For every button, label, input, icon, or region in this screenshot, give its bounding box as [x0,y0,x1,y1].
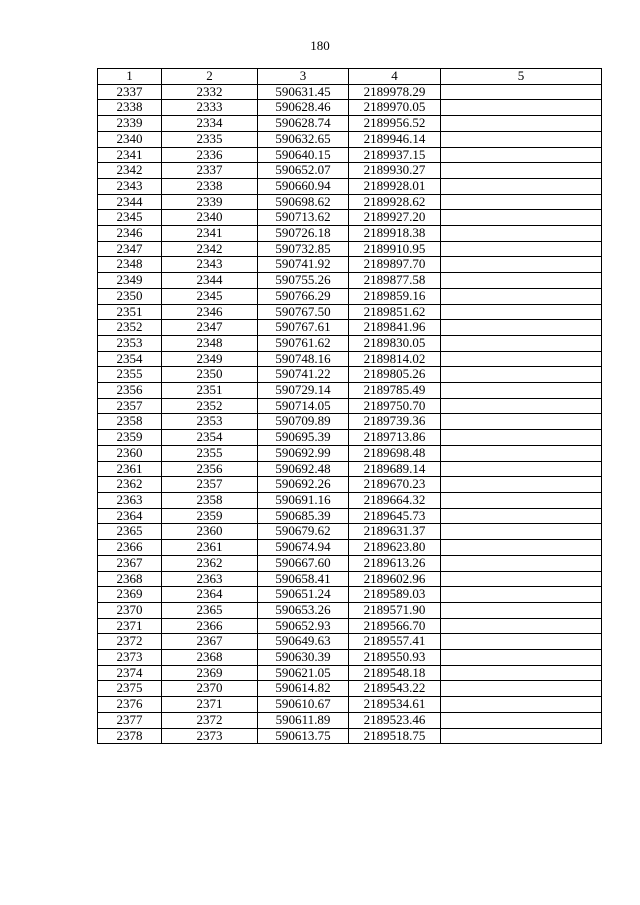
table-cell-col-5 [441,445,602,461]
table-row [98,414,602,430]
table-row [98,477,602,493]
table-cell-col-2: 2343 [162,257,258,273]
table-cell-col-1: 2344 [98,194,162,210]
table-cell-col-5 [441,634,602,650]
table-cell-col-1: 2349 [98,273,162,289]
table-cell-col-1: 2377 [98,712,162,728]
table-cell-col-5 [441,492,602,508]
table-cell-col-5 [441,477,602,493]
table-cell-col-5 [441,398,602,414]
table-cell-col-5 [441,226,602,242]
table-cell-col-1: 2343 [98,178,162,194]
table-cell-col-3: 590649.63 [258,634,349,650]
table-cell-col-4: 2189698.48 [349,445,441,461]
table-body [98,84,602,744]
table-cell-col-5 [441,84,602,100]
table-cell-col-3: 590630.39 [258,650,349,666]
table-cell-col-4: 2189814.02 [349,351,441,367]
table-row [98,650,602,666]
table-cell-col-1: 2342 [98,163,162,179]
table-row [98,194,602,210]
table-row [98,320,602,336]
table-row [98,398,602,414]
table-row [98,147,602,163]
table-cell-col-1: 2354 [98,351,162,367]
table-cell-col-4: 2189841.96 [349,320,441,336]
table-cell-col-5 [441,414,602,430]
table-cell-col-4: 2189550.93 [349,650,441,666]
table-cell-col-4: 2189928.01 [349,178,441,194]
table-cell-col-1: 2348 [98,257,162,273]
table-cell-col-4: 2189557.41 [349,634,441,650]
table-row [98,555,602,571]
table-cell-col-1: 2376 [98,697,162,713]
table-row [98,163,602,179]
table-cell-col-3: 590761.62 [258,335,349,351]
table-cell-col-3: 590640.15 [258,147,349,163]
table-cell-col-5 [441,210,602,226]
table-row [98,335,602,351]
table-cell-col-3: 590628.74 [258,116,349,132]
table-cell-col-1: 2338 [98,100,162,116]
table-cell-col-3: 590741.22 [258,367,349,383]
table-row [98,712,602,728]
table-cell-col-4: 2189518.75 [349,728,441,744]
table-row [98,665,602,681]
table-cell-col-4: 2189946.14 [349,131,441,147]
table-row [98,461,602,477]
table-cell-col-5 [441,540,602,556]
table-cell-col-5 [441,335,602,351]
table-cell-col-3: 590732.85 [258,241,349,257]
table-cell-col-2: 2369 [162,665,258,681]
table-cell-col-3: 590695.39 [258,430,349,446]
table-cell-col-5 [441,367,602,383]
table-cell-col-5 [441,351,602,367]
table-cell-col-4: 2189918.38 [349,226,441,242]
table-cell-col-3: 590632.65 [258,131,349,147]
table-cell-col-5 [441,116,602,132]
table-row [98,367,602,383]
table-cell-col-4: 2189523.46 [349,712,441,728]
table-cell-col-3: 590613.75 [258,728,349,744]
table-cell-col-3: 590698.62 [258,194,349,210]
table-cell-col-2: 2354 [162,430,258,446]
table-cell-col-1: 2370 [98,602,162,618]
table-cell-col-4: 2189978.29 [349,84,441,100]
table-cell-col-5 [441,304,602,320]
table-cell-col-1: 2375 [98,681,162,697]
table-row [98,697,602,713]
table-cell-col-3: 590628.46 [258,100,349,116]
table-row [98,540,602,556]
table-cell-col-3: 590674.94 [258,540,349,556]
table-cell-col-3: 590631.45 [258,84,349,100]
table-cell-col-2: 2359 [162,508,258,524]
table-cell-col-1: 2353 [98,335,162,351]
table-cell-col-1: 2371 [98,618,162,634]
table-row [98,383,602,399]
table-row [98,634,602,650]
table-cell-col-2: 2347 [162,320,258,336]
table-row [98,351,602,367]
table-cell-col-1: 2378 [98,728,162,744]
table-cell-col-5 [441,288,602,304]
table-cell-col-4: 2189937.15 [349,147,441,163]
table-cell-col-3: 590709.89 [258,414,349,430]
table-cell-col-2: 2345 [162,288,258,304]
table-cell-col-4: 2189928.62 [349,194,441,210]
table-cell-col-5 [441,383,602,399]
table-cell-col-4: 2189548.18 [349,665,441,681]
table-cell-col-3: 590610.67 [258,697,349,713]
table-cell-col-5 [441,665,602,681]
table-cell-col-1: 2347 [98,241,162,257]
table-cell-col-3: 590679.62 [258,524,349,540]
table-cell-col-2: 2351 [162,383,258,399]
table-row [98,257,602,273]
table-cell-col-2: 2349 [162,351,258,367]
table-cell-col-2: 2348 [162,335,258,351]
table-cell-col-3: 590621.05 [258,665,349,681]
table-cell-col-4: 2189645.73 [349,508,441,524]
table-cell-col-2: 2358 [162,492,258,508]
table-cell-col-5 [441,320,602,336]
table-cell-col-5 [441,461,602,477]
table-cell-col-4: 2189956.52 [349,116,441,132]
table-row [98,524,602,540]
column-header-5: 5 [441,69,602,85]
table-cell-col-5 [441,241,602,257]
table-cell-col-5 [441,728,602,744]
table-cell-col-1: 2372 [98,634,162,650]
table-cell-col-3: 590713.62 [258,210,349,226]
table-cell-col-5 [441,712,602,728]
table-cell-col-1: 2369 [98,587,162,603]
table-cell-col-2: 2346 [162,304,258,320]
column-header-1: 1 [98,69,162,85]
table-cell-col-2: 2350 [162,367,258,383]
table-cell-col-2: 2332 [162,84,258,100]
table-cell-col-4: 2189970.05 [349,100,441,116]
table-cell-col-4: 2189877.58 [349,273,441,289]
table-row [98,430,602,446]
table-cell-col-2: 2367 [162,634,258,650]
table-cell-col-5 [441,257,602,273]
column-header-2: 2 [162,69,258,85]
table-row [98,492,602,508]
table-cell-col-1: 2365 [98,524,162,540]
table-cell-col-4: 2189785.49 [349,383,441,399]
table-cell-col-4: 2189910.95 [349,241,441,257]
table-cell-col-3: 590714.05 [258,398,349,414]
table-cell-col-2: 2365 [162,602,258,618]
table-cell-col-3: 590658.41 [258,571,349,587]
table-cell-col-5 [441,430,602,446]
table-cell-col-3: 590766.29 [258,288,349,304]
table-cell-col-2: 2361 [162,540,258,556]
table-cell-col-4: 2189670.23 [349,477,441,493]
table-cell-col-3: 590767.61 [258,320,349,336]
table-cell-col-1: 2357 [98,398,162,414]
table-cell-col-1: 2345 [98,210,162,226]
table-row [98,178,602,194]
table-cell-col-3: 590729.14 [258,383,349,399]
table-row [98,273,602,289]
table-cell-col-1: 2373 [98,650,162,666]
table-cell-col-2: 2355 [162,445,258,461]
table-cell-col-1: 2362 [98,477,162,493]
table-row [98,116,602,132]
table-cell-col-5 [441,618,602,634]
table-cell-col-5 [441,681,602,697]
table-row [98,131,602,147]
table-cell-col-1: 2361 [98,461,162,477]
table-cell-col-4: 2189689.14 [349,461,441,477]
table-cell-col-3: 590652.93 [258,618,349,634]
table-row [98,571,602,587]
table-cell-col-2: 2356 [162,461,258,477]
table-cell-col-5 [441,697,602,713]
table-cell-col-2: 2370 [162,681,258,697]
table-cell-col-1: 2351 [98,304,162,320]
table-row [98,100,602,116]
table-cell-col-2: 2340 [162,210,258,226]
table-cell-col-3: 590685.39 [258,508,349,524]
table-cell-col-2: 2373 [162,728,258,744]
table-cell-col-4: 2189750.70 [349,398,441,414]
table-cell-col-1: 2368 [98,571,162,587]
table-cell-col-4: 2189713.86 [349,430,441,446]
table-cell-col-4: 2189897.70 [349,257,441,273]
table-row [98,728,602,744]
page-number: 180 [310,38,330,53]
table-cell-col-2: 2371 [162,697,258,713]
table-cell-col-2: 2368 [162,650,258,666]
table-cell-col-5 [441,571,602,587]
table-cell-col-2: 2342 [162,241,258,257]
table-cell-col-5 [441,194,602,210]
column-header-3: 3 [258,69,349,85]
table-cell-col-4: 2189566.70 [349,618,441,634]
coordinates-table [97,68,602,744]
table-cell-col-3: 590726.18 [258,226,349,242]
table-cell-col-2: 2333 [162,100,258,116]
table-row [98,508,602,524]
table-cell-col-3: 590692.48 [258,461,349,477]
table-cell-col-1: 2363 [98,492,162,508]
table-cell-col-5 [441,555,602,571]
table-cell-col-2: 2364 [162,587,258,603]
table-cell-col-1: 2367 [98,555,162,571]
column-header-4: 4 [349,69,441,85]
table-row [98,84,602,100]
table-cell-col-2: 2339 [162,194,258,210]
table-row [98,587,602,603]
table-cell-col-1: 2359 [98,430,162,446]
table-cell-col-2: 2337 [162,163,258,179]
table-cell-col-5 [441,587,602,603]
table-cell-col-5 [441,147,602,163]
table-cell-col-5 [441,508,602,524]
table-row [98,288,602,304]
table-row [98,304,602,320]
table-cell-col-2: 2336 [162,147,258,163]
table-row [98,602,602,618]
table-cell-col-1: 2360 [98,445,162,461]
table-cell-col-1: 2337 [98,84,162,100]
table-cell-col-4: 2189571.90 [349,602,441,618]
table-cell-col-3: 590611.89 [258,712,349,728]
table-cell-col-5 [441,273,602,289]
table-cell-col-2: 2366 [162,618,258,634]
table-cell-col-1: 2358 [98,414,162,430]
table-cell-col-2: 2338 [162,178,258,194]
table-header-row [98,69,602,85]
table-cell-col-5 [441,178,602,194]
table-cell-col-4: 2189589.03 [349,587,441,603]
table-cell-col-5 [441,100,602,116]
table-cell-col-1: 2364 [98,508,162,524]
table-cell-col-3: 590748.16 [258,351,349,367]
table-cell-col-4: 2189859.16 [349,288,441,304]
table-cell-col-4: 2189613.26 [349,555,441,571]
table-cell-col-3: 590651.24 [258,587,349,603]
table-cell-col-3: 590614.82 [258,681,349,697]
table-cell-col-3: 590667.60 [258,555,349,571]
table-row [98,241,602,257]
table-cell-col-5 [441,163,602,179]
table-cell-col-2: 2335 [162,131,258,147]
table-cell-col-1: 2341 [98,147,162,163]
table-cell-col-4: 2189664.32 [349,492,441,508]
table-cell-col-3: 590755.26 [258,273,349,289]
table-cell-col-1: 2356 [98,383,162,399]
table-cell-col-3: 590653.26 [258,602,349,618]
table-cell-col-1: 2340 [98,131,162,147]
table-cell-col-1: 2350 [98,288,162,304]
table-cell-col-4: 2189543.22 [349,681,441,697]
table-cell-col-5 [441,131,602,147]
table-cell-col-4: 2189830.05 [349,335,441,351]
table-row [98,210,602,226]
table-cell-col-2: 2357 [162,477,258,493]
table-cell-col-4: 2189930.27 [349,163,441,179]
table-cell-col-4: 2189851.62 [349,304,441,320]
table-cell-col-2: 2353 [162,414,258,430]
table-cell-col-3: 590692.26 [258,477,349,493]
table-cell-col-1: 2339 [98,116,162,132]
table-cell-col-5 [441,650,602,666]
table-cell-col-1: 2352 [98,320,162,336]
table-cell-col-1: 2374 [98,665,162,681]
table-cell-col-4: 2189805.26 [349,367,441,383]
table-cell-col-3: 590692.99 [258,445,349,461]
table-cell-col-2: 2360 [162,524,258,540]
table-cell-col-5 [441,524,602,540]
table-row [98,226,602,242]
table-cell-col-3: 590741.92 [258,257,349,273]
table-cell-col-2: 2341 [162,226,258,242]
table-cell-col-3: 590652.07 [258,163,349,179]
table-cell-col-4: 2189739.36 [349,414,441,430]
table-cell-col-1: 2366 [98,540,162,556]
table-cell-col-2: 2344 [162,273,258,289]
table-cell-col-1: 2346 [98,226,162,242]
table-cell-col-4: 2189602.96 [349,571,441,587]
table-cell-col-3: 590767.50 [258,304,349,320]
table-cell-col-2: 2372 [162,712,258,728]
table-cell-col-2: 2362 [162,555,258,571]
table-cell-col-3: 590691.16 [258,492,349,508]
table-cell-col-2: 2352 [162,398,258,414]
table-cell-col-1: 2355 [98,367,162,383]
table-row [98,618,602,634]
table-cell-col-4: 2189623.80 [349,540,441,556]
table-cell-col-4: 2189631.37 [349,524,441,540]
table-row [98,445,602,461]
table-cell-col-4: 2189927.20 [349,210,441,226]
table-cell-col-2: 2334 [162,116,258,132]
table-cell-col-4: 2189534.61 [349,697,441,713]
table-row [98,681,602,697]
table-cell-col-5 [441,602,602,618]
table-cell-col-3: 590660.94 [258,178,349,194]
table-cell-col-2: 2363 [162,571,258,587]
